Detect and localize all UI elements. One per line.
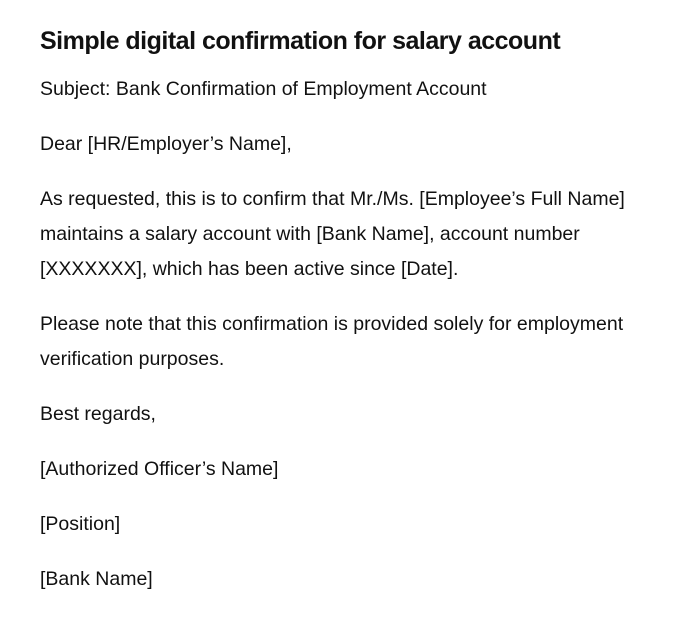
document <box>40 24 660 617</box>
document-title: Simple digital confirmation for salary account <box>40 27 561 55</box>
body-paragraph-2: Please note that this confirmation is provided solely for employment verification purposes. <box>40 313 624 370</box>
greeting: Dear [HR/Employer’s Name], <box>40 133 292 155</box>
closing: Best regards, <box>40 403 156 425</box>
bank-name: [Bank Name] <box>40 568 153 590</box>
officer-name: [Authorized Officer’s Name] <box>40 458 279 480</box>
body-paragraph-1: As requested, this is to confirm that Mr./Ms. [Employee’s Full Name] maintains a salary account with [Bank Name], account number [XXXXXXX], which has been active since [Date]. <box>40 188 625 280</box>
subject-line: Subject: Bank Confirmation of Employment Account <box>40 78 487 100</box>
officer-position: [Position] <box>40 513 121 535</box>
